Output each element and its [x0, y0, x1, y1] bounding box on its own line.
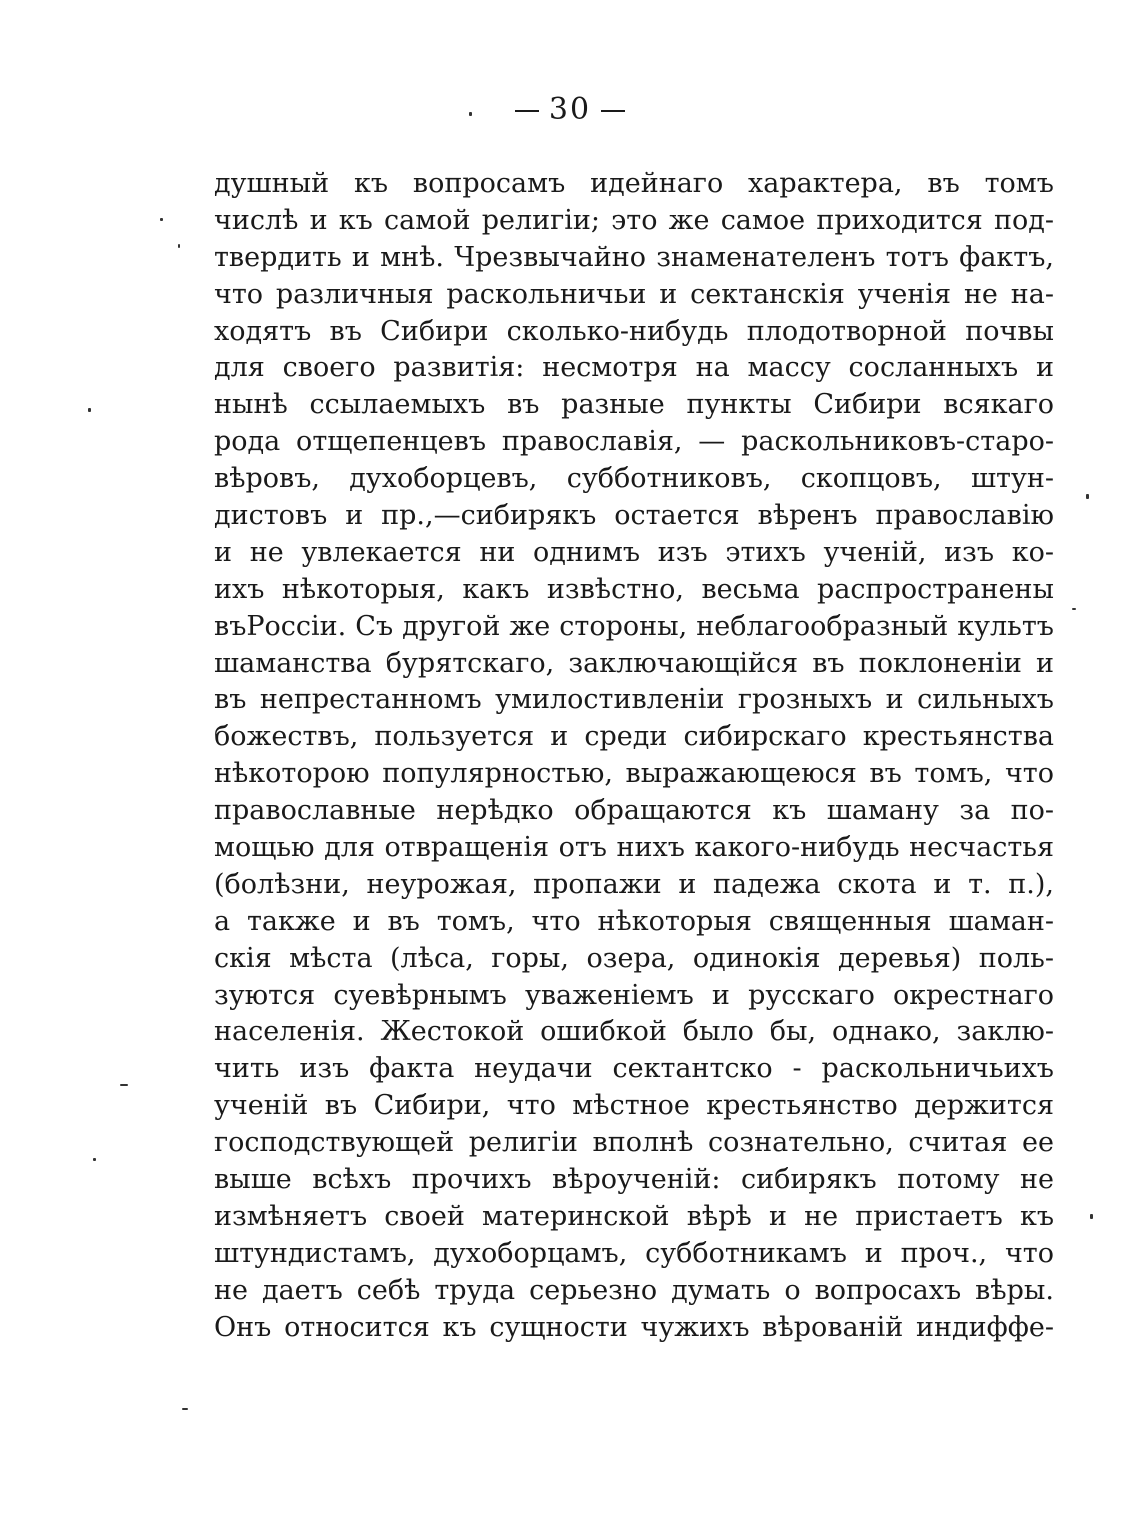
- text-line: шаманства бурятскаго, заключающійся въ поклоненіи и: [214, 647, 1054, 679]
- text-line: штундистамъ, духоборцамъ, субботникамъ и проч., что: [214, 1237, 1054, 1269]
- text-line: выше всѣхъ прочихъ вѣроученій: сибирякъ потому не: [214, 1164, 1054, 1196]
- scan-speck: [178, 244, 180, 248]
- text-line: рода отщепенцевъ православія, — раскольниковъ-старо-: [214, 426, 1054, 458]
- scan-speck: [1090, 1214, 1093, 1219]
- text-line: твердить и мнѣ. Чрезвычайно знаменателенъ тотъ фактъ,: [214, 241, 1054, 273]
- text-line: не даетъ себѣ труда серьезно думать о вопросахъ вѣры.: [214, 1274, 1054, 1306]
- text-line: измѣняетъ своей материнской вѣрѣ и не пристаетъ къ: [214, 1200, 1054, 1232]
- text-line: Онъ относится къ сущности чужихъ вѣрованій индиффе-: [214, 1311, 1054, 1343]
- text-line: господствующей религіи вполнѣ сознательно, считая ее: [214, 1127, 1054, 1159]
- text-line: числѣ и къ самой религіи; это же самое приходится под-: [214, 204, 1054, 236]
- page-number: [0, 92, 1140, 127]
- scan-speck: [120, 1084, 128, 1086]
- text-line: православные нерѣдко обращаются къ шаману за по-: [214, 795, 1054, 827]
- text-line: въРоссіи. Съ другой же стороны, неблагообразный культъ: [214, 610, 1054, 642]
- scan-speck: [182, 1408, 188, 1410]
- text-line: скія мѣста (лѣса, горы, озера, одинокія деревья) поль-: [214, 942, 1054, 974]
- scan-speck: [160, 218, 163, 221]
- scan-speck: [469, 112, 472, 116]
- text-line: что различныя раскольничьи и сектанскія ученія не на-: [214, 278, 1054, 310]
- text-line: а также и въ томъ, что нѣкоторыя священныя шаман-: [214, 905, 1054, 937]
- text-line: чить изъ факта неудачи сектантско - раскольничьихъ: [214, 1053, 1054, 1085]
- text-line: въ непрестанномъ умилостивленіи грозныхъ и сильныхъ: [214, 684, 1054, 716]
- scan-speck: [1086, 494, 1089, 499]
- text-line: ученій въ Сибири, что мѣстное крестьянство держится: [214, 1090, 1054, 1122]
- body-text: [214, 166, 1054, 1347]
- text-line: для своего развитія: несмотря на массу сосланныхъ и: [214, 352, 1054, 384]
- text-line: мощью для отвращенія отъ нихъ какого-нибудь несчастья: [214, 832, 1054, 864]
- text-line: вѣровъ, духоборцевъ, субботниковъ, скопцовъ, штун-: [214, 463, 1054, 495]
- scan-speck: [88, 408, 91, 412]
- text-line: ходятъ въ Сибири сколько-нибудь плодотворной почвы: [214, 315, 1054, 347]
- right-dash: [601, 110, 625, 112]
- text-line: (болѣзни, неурожая, пропажи и падежа скота и т. п.),: [214, 868, 1054, 900]
- text-line: нѣкоторою популярностью, выражающеюся въ томъ, что: [214, 758, 1054, 790]
- page-number-text: 30: [548, 92, 592, 127]
- text-line: зуются суевѣрнымъ уваженіемъ и русскаго окрестнаго: [214, 979, 1054, 1011]
- scan-speck: [1072, 608, 1076, 610]
- text-line: и не увлекается ни однимъ изъ этихъ ученій, изъ ко-: [214, 536, 1054, 568]
- text-line: божествъ, пользуется и среди сибирскаго крестьянства: [214, 721, 1054, 753]
- text-line: душный къ вопросамъ идейнаго характера, въ томъ: [214, 168, 1054, 199]
- scan-speck: [93, 1158, 96, 1161]
- text-line: ихъ нѣкоторыя, какъ извѣстно, весьма распространены: [214, 573, 1054, 605]
- left-dash: [515, 110, 539, 112]
- text-line: дистовъ и пр.,—сибирякъ остается вѣренъ православію: [214, 500, 1054, 532]
- text-line: нынѣ ссылаемыхъ въ разные пункты Сибири всякаго: [214, 389, 1054, 421]
- text-line: населенія. Жестокой ошибкой было бы, однако, заклю-: [214, 1016, 1054, 1048]
